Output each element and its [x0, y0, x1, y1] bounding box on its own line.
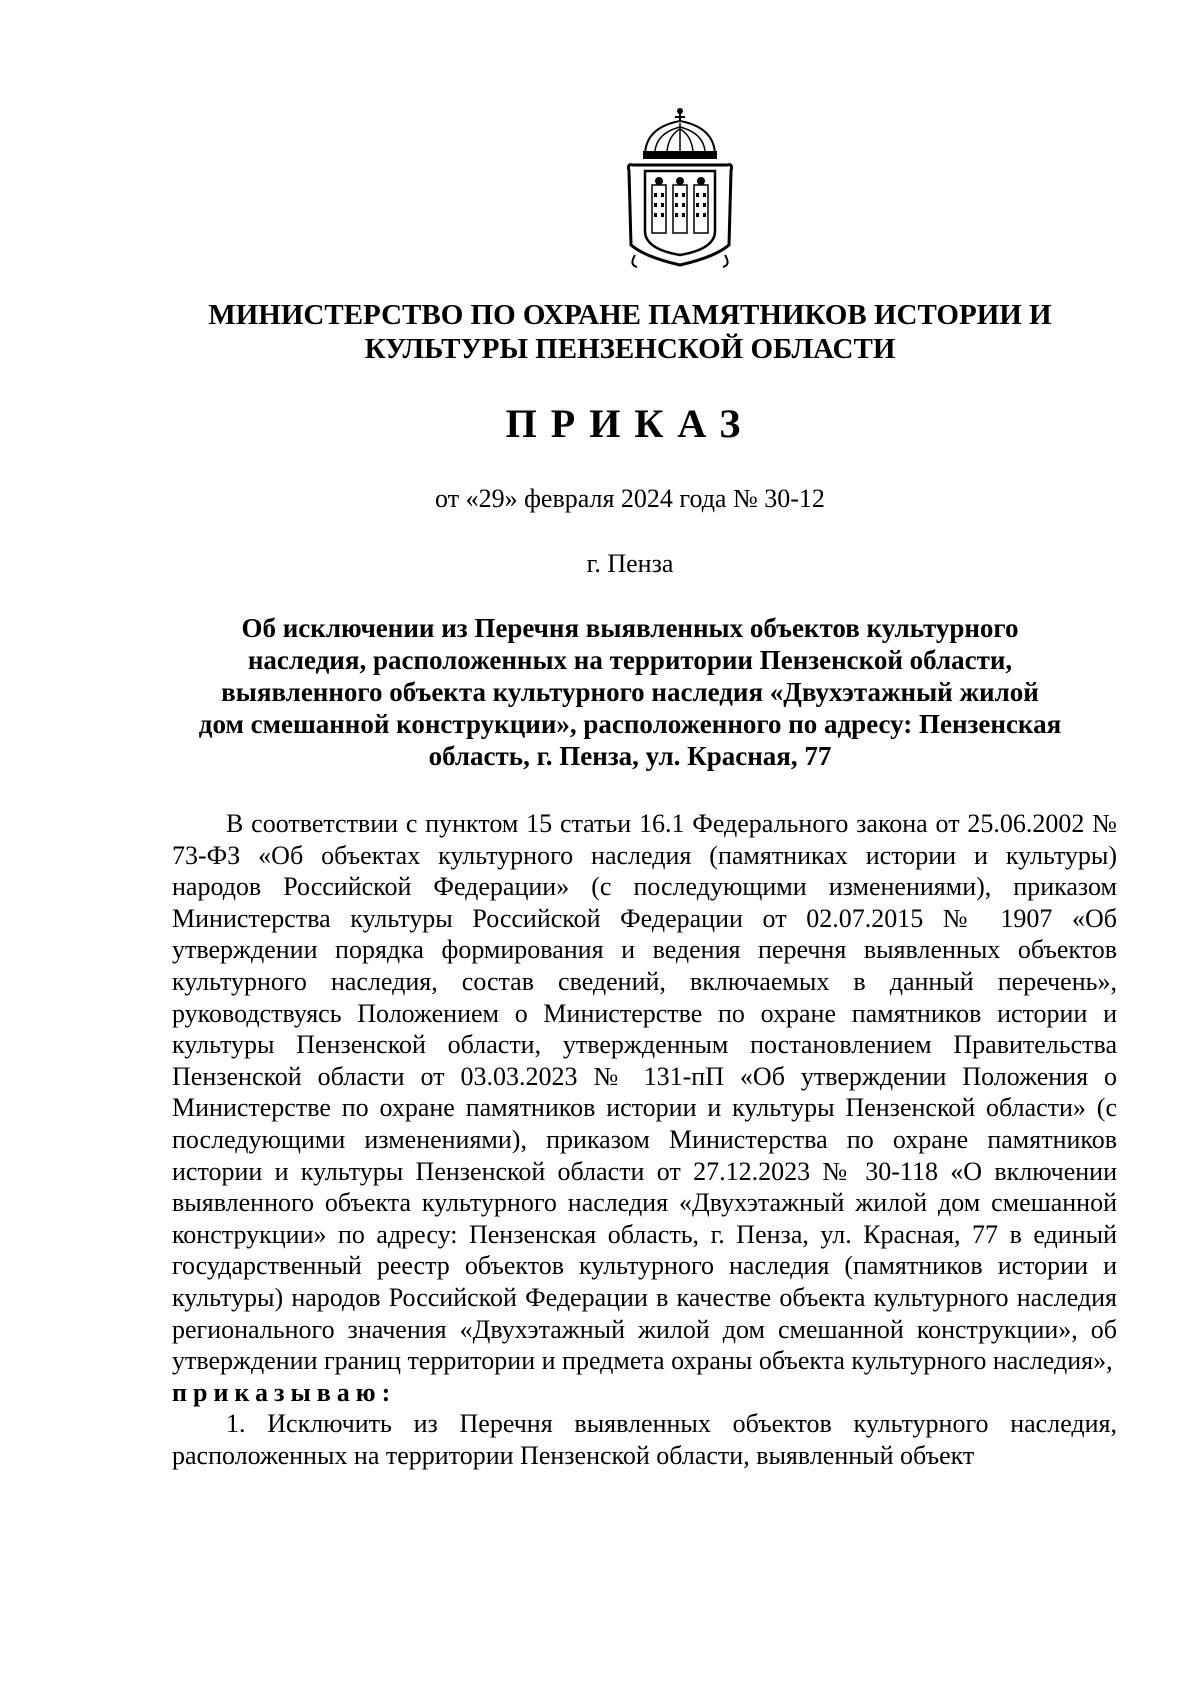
ministry-line-2: КУЛЬТУРЫ ПЕНЗЕНСКОЙ ОБЛАСТИ — [364, 333, 896, 365]
orders-word: приказываю: — [172, 1377, 397, 1407]
subject-line-4: дом смешанной конструкции», расположенного по адресу: Пензенская — [198, 709, 1062, 739]
preamble-text: В соответствии с пунктом 15 статьи 16.1 Федерального закона от 25.06.2002 № 73-ФЗ «Об объектах культурного наследия (памятниках истории и культуры) народов Российской Федерации» (с последующими изменениями), приказом Министерства культуры Российской Федерации от 02.07.2015 № 1907 «Об утверждении порядка формирования и ведения перечня выявленных объектов культурного наследия, состав сведений, включаемых в данный перечень», руководствуясь Положением о Министерстве по охране памятников истории и культуры Пензенской области, утвержденным постановлением Правительства Пензенской области от 03.03.2023 № 131-пП «Об утверждении Положения о Министерстве по охране памятников истории и культуры Пензенской области» (с последующими изменениями), приказом Министерства по охране памятников истории и культуры Пензенской области от 27.12.2023 № 30-118 «О включении выявленного объекта культурного наследия «Двухэтажный жилой дом смешанной конструкции» по адресу: Пензенская область, г. Пенза, ул. Красная, 77 в единый государственный реестр объектов культурного наследия (памятников истории и культуры) народов Российской Федерации в качестве объекта культурного наследия регионального значения «Двухэтажный жилой дом смешанной конструкции», об утверждении границ территории и предмета охраны объекта культурного наследия», — [172, 809, 1117, 1376]
coat-of-arms-icon — [625, 105, 735, 275]
issue-city: г. Пенза — [586, 549, 674, 578]
ministry-line-1: МИНИСТЕРСТВО ПО ОХРАНЕ ПАМЯТНИКОВ ИСТОРИИ И — [208, 299, 1052, 331]
document-type-title: ПРИКАЗ — [505, 401, 755, 446]
order-subject — [170, 612, 1090, 772]
subject-line-1: Об исключении из Перечня выявленных объектов культурного — [241, 613, 1019, 643]
subject-line-5: область, г. Пенза, ул. Красная, 77 — [428, 741, 832, 771]
subject-line-2: наследия, расположенных на территории Пензенской области, — [247, 645, 1013, 675]
ministry-name — [180, 298, 1080, 366]
preamble-paragraph — [172, 808, 1117, 1377]
item-1-paragraph: 1. Исключить из Перечня выявленных объектов культурного наследия, расположенных на территории Пензенской области, выявленный объект — [172, 1409, 1117, 1470]
order-date-number: от «29» февраля 2024 года № 30-12 — [435, 484, 825, 513]
subject-line-3: выявленного объекта культурного наследия «Двухэтажный жилой — [221, 677, 1039, 707]
document-body — [172, 808, 1117, 1471]
